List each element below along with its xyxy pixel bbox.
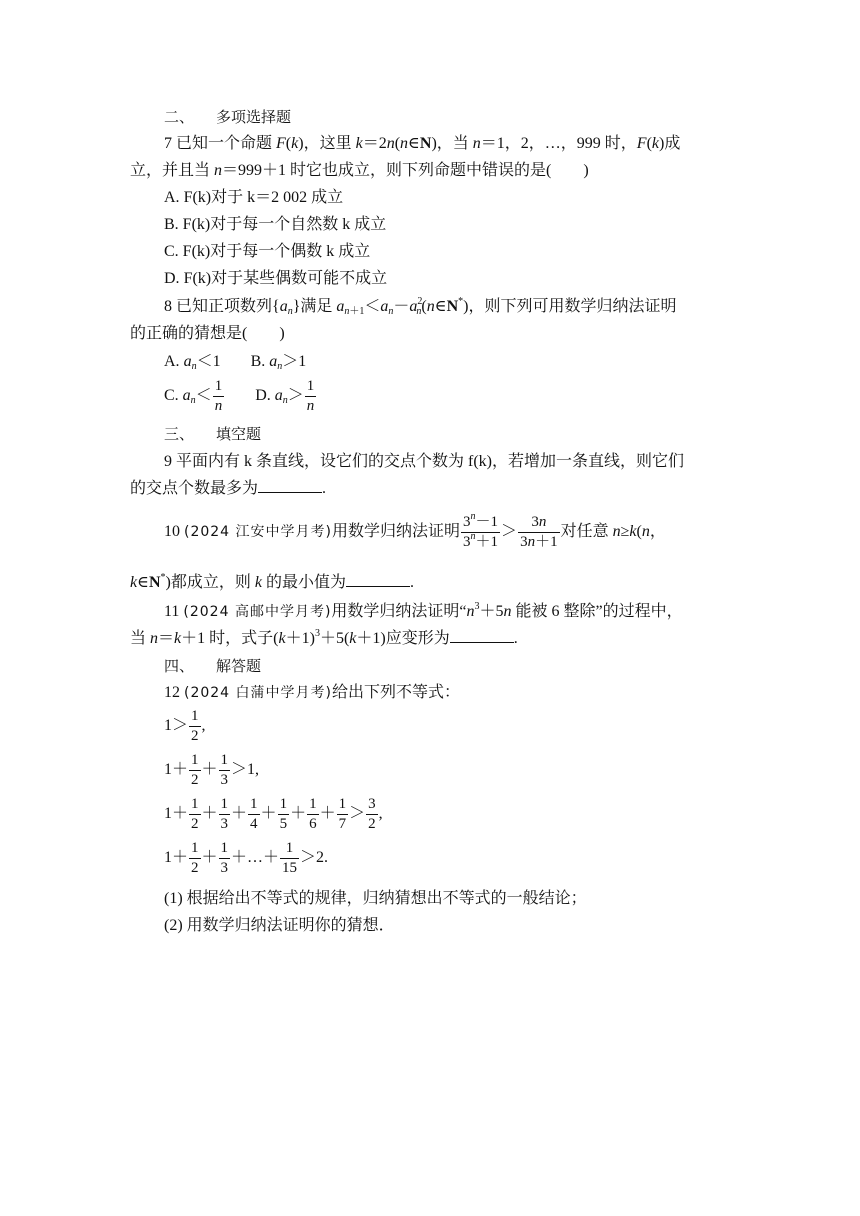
question-number: 12 [164,684,180,701]
question-source: (2024 白蒲中学月考) [184,685,333,701]
q12-subquestion-1: (1) 根据给出不等式的规律，归纳猜想出不等式的一般结论； [164,890,587,907]
q7-option-b: B. F(k)对于每一个自然数 k 成立 [164,216,387,233]
q7-stem-line2: 立，并且当 n＝999＋1 时它也成立，则下列命题中错误的是( ) [130,162,589,179]
answer-blank[interactable] [258,478,322,493]
q8-option-a: A. $a_n<1$ [164,353,221,372]
q8-option-b: B. $a_n>1$ [250,353,307,372]
inequality-4: 1＋ $\frac{1}{2}$ ＋ $\frac{1}{3}$ ＋…＋ $\frac{1}{15}$ ＞2. [164,839,329,876]
section-number: 三、 [164,425,195,443]
q8-options-ab [164,351,306,373]
q8-option-c: C. $a_n<$ $\frac{1}{n}$ [164,377,223,414]
q12-stem: 12 (2024 白蒲中学月考)给出下列不等式： [164,684,461,701]
inequality-2: 1＋ $\frac{1}{2}$ ＋ $\frac{1}{3}$ ＞1, [164,751,260,788]
question-source: (2024 江安中学月考) [184,524,333,540]
q11-stem-line2: 当 n＝k＋1 时，式子$(k+1)^3+5(k+1)$应变形为 . [130,628,518,647]
q8-stem-line2: 的正确的猜想是( ) [130,325,285,342]
q8-option-d: D. $a_n>$ $\frac{1}{n}$ [255,377,315,414]
section-title: 多项选择题 [216,108,292,126]
section-title: 解答题 [216,657,262,675]
answer-blank[interactable] [450,628,514,643]
section-number: 四、 [164,657,195,675]
q10-stem-line2: k∈N*)都成立，则 k 的最小值为 . [130,572,414,591]
q8-stem-line1: 8 已知正项数列$\{a_n\}$满足 $a_{n+1}<a_n-a^2_n(n\in N^*)$，则下列可用数学归纳法证明 [164,296,677,317]
question-source: (2024 高邮中学月考) [183,604,332,620]
inequality-3: 1＋ $\frac{1}{2}$ ＋ $\frac{1}{3}$ ＋ $\frac{1}{4}$ ＋ $\frac{1}{5}$ ＋ $\frac{1}{6}$ ＋ $\frac{1}{7}$ ＞ $\frac{3}{2}$ , [164,795,383,832]
q7-option-a: A. F(k)对于 k＝2 002 成立 [164,189,344,206]
inequality-1: 1＞ $\frac{1}{2}$ , [164,707,206,744]
q12-subquestion-2: (2) 用数学归纳法证明你的猜想． [164,917,395,934]
q8-options-cd [164,376,317,416]
section-heading-fill-in [164,423,261,445]
section-heading-solutions [164,655,261,677]
question-number: 9 [164,453,172,470]
question-number: 11 [164,603,180,620]
q9-stem-line2: 的交点个数最多为 . [130,480,327,497]
q10-stem-line1: 10 (2024 江安中学月考)用数学归纳法证明 $\frac{3^n-1}{3^n+1}$ ＞ $\frac{3n}{3n+1}$ 对任意 n≥k(n， [164,510,666,550]
q9-stem-line1: 9 平面内有 k 条直线，设它们的交点个数为 f(k)，若增加一条直线，则它们 [164,453,684,470]
section-number: 二、 [164,108,195,126]
q7-option-c: C. F(k)对于每一个偶数 k 成立 [164,243,371,260]
q7-option-d: D. F(k)对于某些偶数可能不成立 [164,270,388,287]
q11-stem-line1: 11 (2024 高邮中学月考)用数学归纳法证明“$n^3+5n$ 能被 6 整除”的过程中， [164,601,683,620]
question-number: 7 [164,135,172,152]
question-number: 8 [164,298,172,315]
answer-blank[interactable] [346,572,410,587]
question-number: 10 [164,523,180,540]
q7-stem-line1: 7 已知一个命题 F(k)，这里 k＝2n(n∈N)，当 n＝1，2，…，999 时，F(k)成 [164,135,681,152]
section-heading-multiple-choice [164,106,291,128]
section-title: 填空题 [216,425,262,443]
